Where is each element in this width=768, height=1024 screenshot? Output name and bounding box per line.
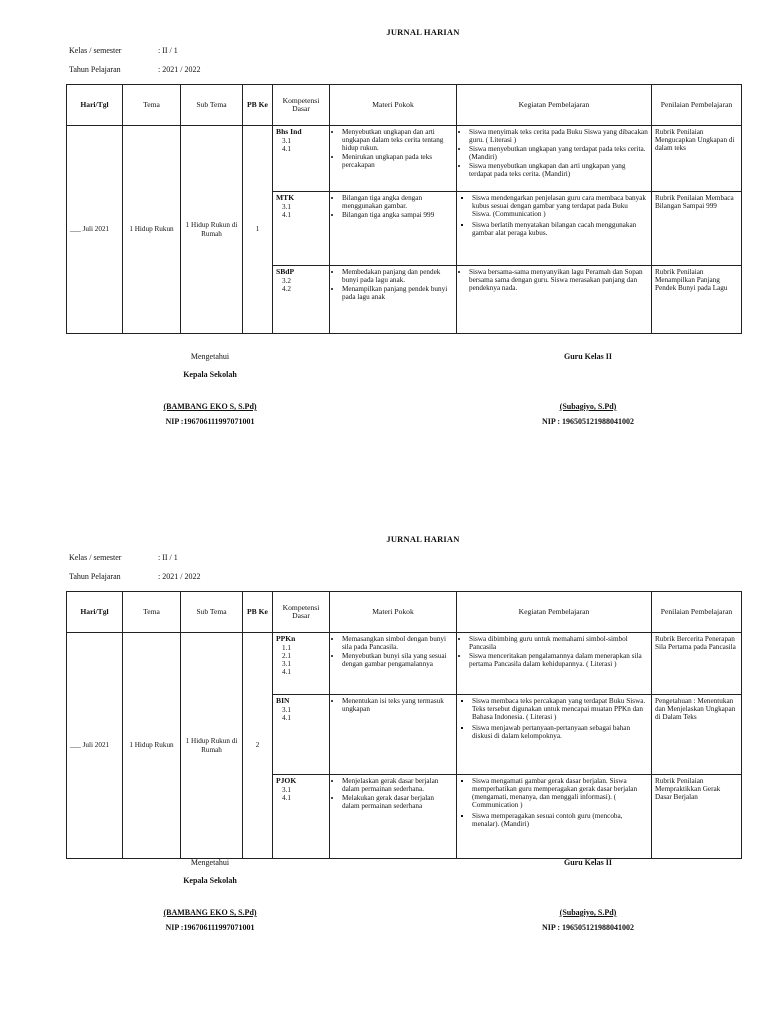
sign-right-guru: Guru Kelas II xyxy=(563,858,612,867)
kegiatan-item: ▪ Siswa mengamati gambar gerak dasar berjalan. Siswa memperhatikan guru memperagakan gerak dasar berjalan (mengamati, menanya, dan menggali informasi). ( Communication ) xyxy=(472,777,648,809)
kegiatan-item: • Siswa menyimak teks cerita pada Buku Siswa yang dibacakan guru. ( Literasi ) xyxy=(469,128,648,144)
header-kompetensi-dasar: Kompetensi Dasar xyxy=(273,592,330,633)
kelas-label: Kelas / semester xyxy=(69,46,122,55)
sub-tema-cell: 1 Hidup Rukun di Rumah xyxy=(181,126,243,334)
kd-item: 4.1 xyxy=(282,144,291,153)
subject-name: MTK xyxy=(276,193,295,202)
kegiatan-item: • Siswa menyebutkan ungkapan dan arti ungkapan yang terdapat pada teks cerita. (Mandiri) xyxy=(469,162,648,178)
kegiatan-item: • Siswa bersama-sama menyanyikan lagu Peramah dan Sopan bersama sama dengan guru. Siswa merasakan panjang dan pendeknya nada. xyxy=(469,268,648,292)
kegiatan-item: ▪ Siswa menjawab pertanyaan-pertanyaan sebagai bahan diskusi di dalam kelompoknya. xyxy=(472,724,648,740)
penilaian-cell: Rubrik Penilaian Menampilkan Panjang Pendek Bunyi pada Lagu xyxy=(652,266,742,334)
journal-table xyxy=(66,591,742,859)
materi-cell xyxy=(330,126,457,192)
header-tema: Tema xyxy=(123,85,181,126)
header-materi-pokok: Materi Pokok xyxy=(330,592,457,633)
penilaian-cell: Rubrik Penilaian Mempraktikkan Gerak Dasar Berjalan xyxy=(652,775,742,859)
hari-tgl-cell: ___ Juli 2021 xyxy=(67,126,123,334)
header-hari-tgl: Hari/Tgl xyxy=(67,592,123,633)
materi-cell xyxy=(330,266,457,334)
kd-item: 3.1 xyxy=(282,136,291,145)
kegiatan-cell xyxy=(457,126,652,192)
penilaian-cell: Pengetahuan : Menentukan dan Menjelaskan Ungkapan di Dalam Teks xyxy=(652,695,742,775)
kegiatan-item: ▪ Siswa memperagakan sesuai contoh guru (mencoba, menalar). (Mandiri) xyxy=(472,812,648,828)
kd-item: 3.1 xyxy=(282,202,291,211)
sign-right-name: (Subagiyo, S.Pd) xyxy=(559,402,617,411)
kd-cell xyxy=(273,126,330,192)
table-row xyxy=(67,633,742,695)
header-pb-ke: PB Ke xyxy=(243,85,273,126)
kd-item: 4.1 xyxy=(282,667,291,676)
sign-right-guru: Guru Kelas II xyxy=(563,352,612,361)
tema-cell: 1 Hidup Rukun xyxy=(123,126,181,334)
kd-cell xyxy=(273,775,330,859)
materi-item: • Menjelaskan gerak dasar berjalan dalam permainan sederhana. xyxy=(342,777,453,793)
penilaian-cell: Rubrik Penilaian Mengucapkan Ungkapan di dalam teks xyxy=(652,126,742,192)
journal-table xyxy=(66,84,742,334)
materi-cell xyxy=(330,775,457,859)
kegiatan-item: ▪ Siswa mendengarkan penjelasan guru cara membaca banyak kubus sesuai dengan gambar yang terdapat pada Buku Siswa. (Communication ) xyxy=(472,194,648,218)
materi-item: • Menyebutkan ungkapan dan arti ungkapan dalam teks cerita tentang hidup rukun. xyxy=(342,128,453,152)
table-row xyxy=(67,126,742,192)
kegiatan-cell xyxy=(457,192,652,266)
subject-name: BIN xyxy=(276,696,290,705)
header-sub-tema: Sub Tema xyxy=(181,592,243,633)
header-kompetensi-dasar: Kompetensi Dasar xyxy=(273,85,330,126)
kelas-value: : II / 1 xyxy=(158,553,178,562)
pb-ke-cell: 1 xyxy=(243,126,273,334)
sign-left-nip: NIP :196706111997071001 xyxy=(165,923,255,932)
sign-left-kepala: Kepala Sekolah xyxy=(183,370,237,379)
penilaian-cell: Rubrik Bercerita Penerapan Sila Pertama pada Pancasila xyxy=(652,633,742,695)
header-penilaian: Penilaian Pembelajaran xyxy=(652,85,742,126)
sign-right-name: (Subagiyo, S.Pd) xyxy=(559,908,617,917)
kegiatan-cell xyxy=(457,266,652,334)
penilaian-cell: Rubrik Penilaian Membaca Bilangan Sampai 999 xyxy=(652,192,742,266)
sign-left-kepala: Kepala Sekolah xyxy=(183,876,237,885)
subject-name: SBdP xyxy=(276,267,295,276)
subject-name: PPKn xyxy=(276,634,296,643)
journal-2 xyxy=(0,534,768,954)
table-header-row xyxy=(67,592,742,633)
materi-item: • Menampilkan panjang pendek bunyi pada lagu anak xyxy=(342,285,453,301)
kegiatan-item: ▪ Siswa membaca teks percakapan yang terdapat Buku Siswa. Teks tersebut digunakan untuk mencapai muatan PPKn dan Bahasa Indonesia. ( Literasi ) xyxy=(472,697,648,721)
subject-name: Bhs Ind xyxy=(276,127,302,136)
kd-cell xyxy=(273,192,330,266)
kelas-label: Kelas / semester xyxy=(69,553,122,562)
materi-cell xyxy=(330,695,457,775)
header-pb-ke: PB Ke xyxy=(243,592,273,633)
header-tema: Tema xyxy=(123,592,181,633)
hari-tgl-cell: ___ Juli 2021 xyxy=(67,633,123,859)
materi-item: • Membedakan panjang dan pendek bunyi pada lagu anak. xyxy=(342,268,453,284)
kegiatan-item: • Siswa menceritakan pengalamannya dalam menerapkan sila pertama Pancasila dalam kehidupannya. ( Literasi ) xyxy=(469,652,648,668)
kd-item: 3.1 xyxy=(282,659,291,668)
materi-item: • Menirukan ungkapan pada teks percakapan xyxy=(342,153,453,169)
tahun-value: : 2021 / 2022 xyxy=(158,65,201,74)
sign-left-mengetahui: Mengetahui xyxy=(190,858,230,867)
tahun-value: : 2021 / 2022 xyxy=(158,572,201,581)
kd-item: 4.2 xyxy=(282,284,291,293)
pb-ke-cell: 2 xyxy=(243,633,273,859)
journal-title: JURNAL HARIAN xyxy=(386,27,460,37)
kd-cell xyxy=(273,266,330,334)
sub-tema-cell: 1 Hidup Rukun di Rumah xyxy=(181,633,243,859)
kd-item: 4.1 xyxy=(282,713,291,722)
kd-item: 3.1 xyxy=(282,785,291,794)
header-materi-pokok: Materi Pokok xyxy=(330,85,457,126)
header-sub-tema: Sub Tema xyxy=(181,85,243,126)
materi-item: • Memasangkan simbol dengan bunyi sila pada Pancasila. xyxy=(342,635,453,651)
header-hari-tgl: Hari/Tgl xyxy=(67,85,123,126)
kd-item: 3.1 xyxy=(282,705,291,714)
sign-left-name: (BAMBANG EKO S, S.Pd) xyxy=(163,402,257,411)
table-header-row xyxy=(67,85,742,126)
kd-cell xyxy=(273,695,330,775)
subject-name: PJOK xyxy=(276,776,297,785)
kd-cell xyxy=(273,633,330,695)
kelas-value: : II / 1 xyxy=(158,46,178,55)
tema-cell: 1 Hidup Rukun xyxy=(123,633,181,859)
sign-right-nip: NIP : 196505121988041002 xyxy=(542,923,634,932)
header-penilaian: Penilaian Pembelajaran xyxy=(652,592,742,633)
journal-1 xyxy=(0,27,768,447)
sign-left-nip: NIP :196706111997071001 xyxy=(165,417,255,426)
kd-item: 1.1 xyxy=(282,643,291,652)
materi-item: • Menyebutkan bunyi sila yang sesuai dengan gambar pengamalannya xyxy=(342,652,453,668)
kegiatan-item: ▪ Siswa berlatih menyatakan bilangan cacah menggunakan gambar alat peraga kubus. xyxy=(472,221,648,237)
kegiatan-cell xyxy=(457,633,652,695)
materi-cell xyxy=(330,192,457,266)
kegiatan-item: • Siswa dibimbing guru untuk memahami simbol-simbol Pancasila xyxy=(469,635,648,651)
header-kegiatan: Kegiatan Pembelajaran xyxy=(457,85,652,126)
materi-item: • Menentukan isi teks yang termasuk ungkapan xyxy=(342,697,453,713)
kd-item: 4.1 xyxy=(282,210,291,219)
kd-item: 4.1 xyxy=(282,793,291,802)
materi-item: • Melakukan gerak dasar berjalan dalam permainan sederhana xyxy=(342,794,453,810)
journal-title: JURNAL HARIAN xyxy=(386,534,460,544)
tahun-label: Tahun Pelajaran xyxy=(69,572,121,581)
kd-item: 3.2 xyxy=(282,276,291,285)
sign-right-nip: NIP : 196505121988041002 xyxy=(542,417,634,426)
kegiatan-item: • Siswa menyebutkan ungkapan yang terdapat pada teks cerita. (Mandiri) xyxy=(469,145,648,161)
materi-item: • Bilangan tiga angka dengan menggunakan gambar. xyxy=(342,194,453,210)
sign-left-name: (BAMBANG EKO S, S.Pd) xyxy=(163,908,257,917)
kegiatan-cell xyxy=(457,695,652,775)
materi-item: • Bilangan tiga angka sampai 999 xyxy=(342,211,453,219)
header-kegiatan: Kegiatan Pembelajaran xyxy=(457,592,652,633)
sign-left-mengetahui: Mengetahui xyxy=(190,352,230,361)
tahun-label: Tahun Pelajaran xyxy=(69,65,121,74)
kegiatan-cell xyxy=(457,775,652,859)
kd-item: 2.1 xyxy=(282,651,291,660)
materi-cell xyxy=(330,633,457,695)
